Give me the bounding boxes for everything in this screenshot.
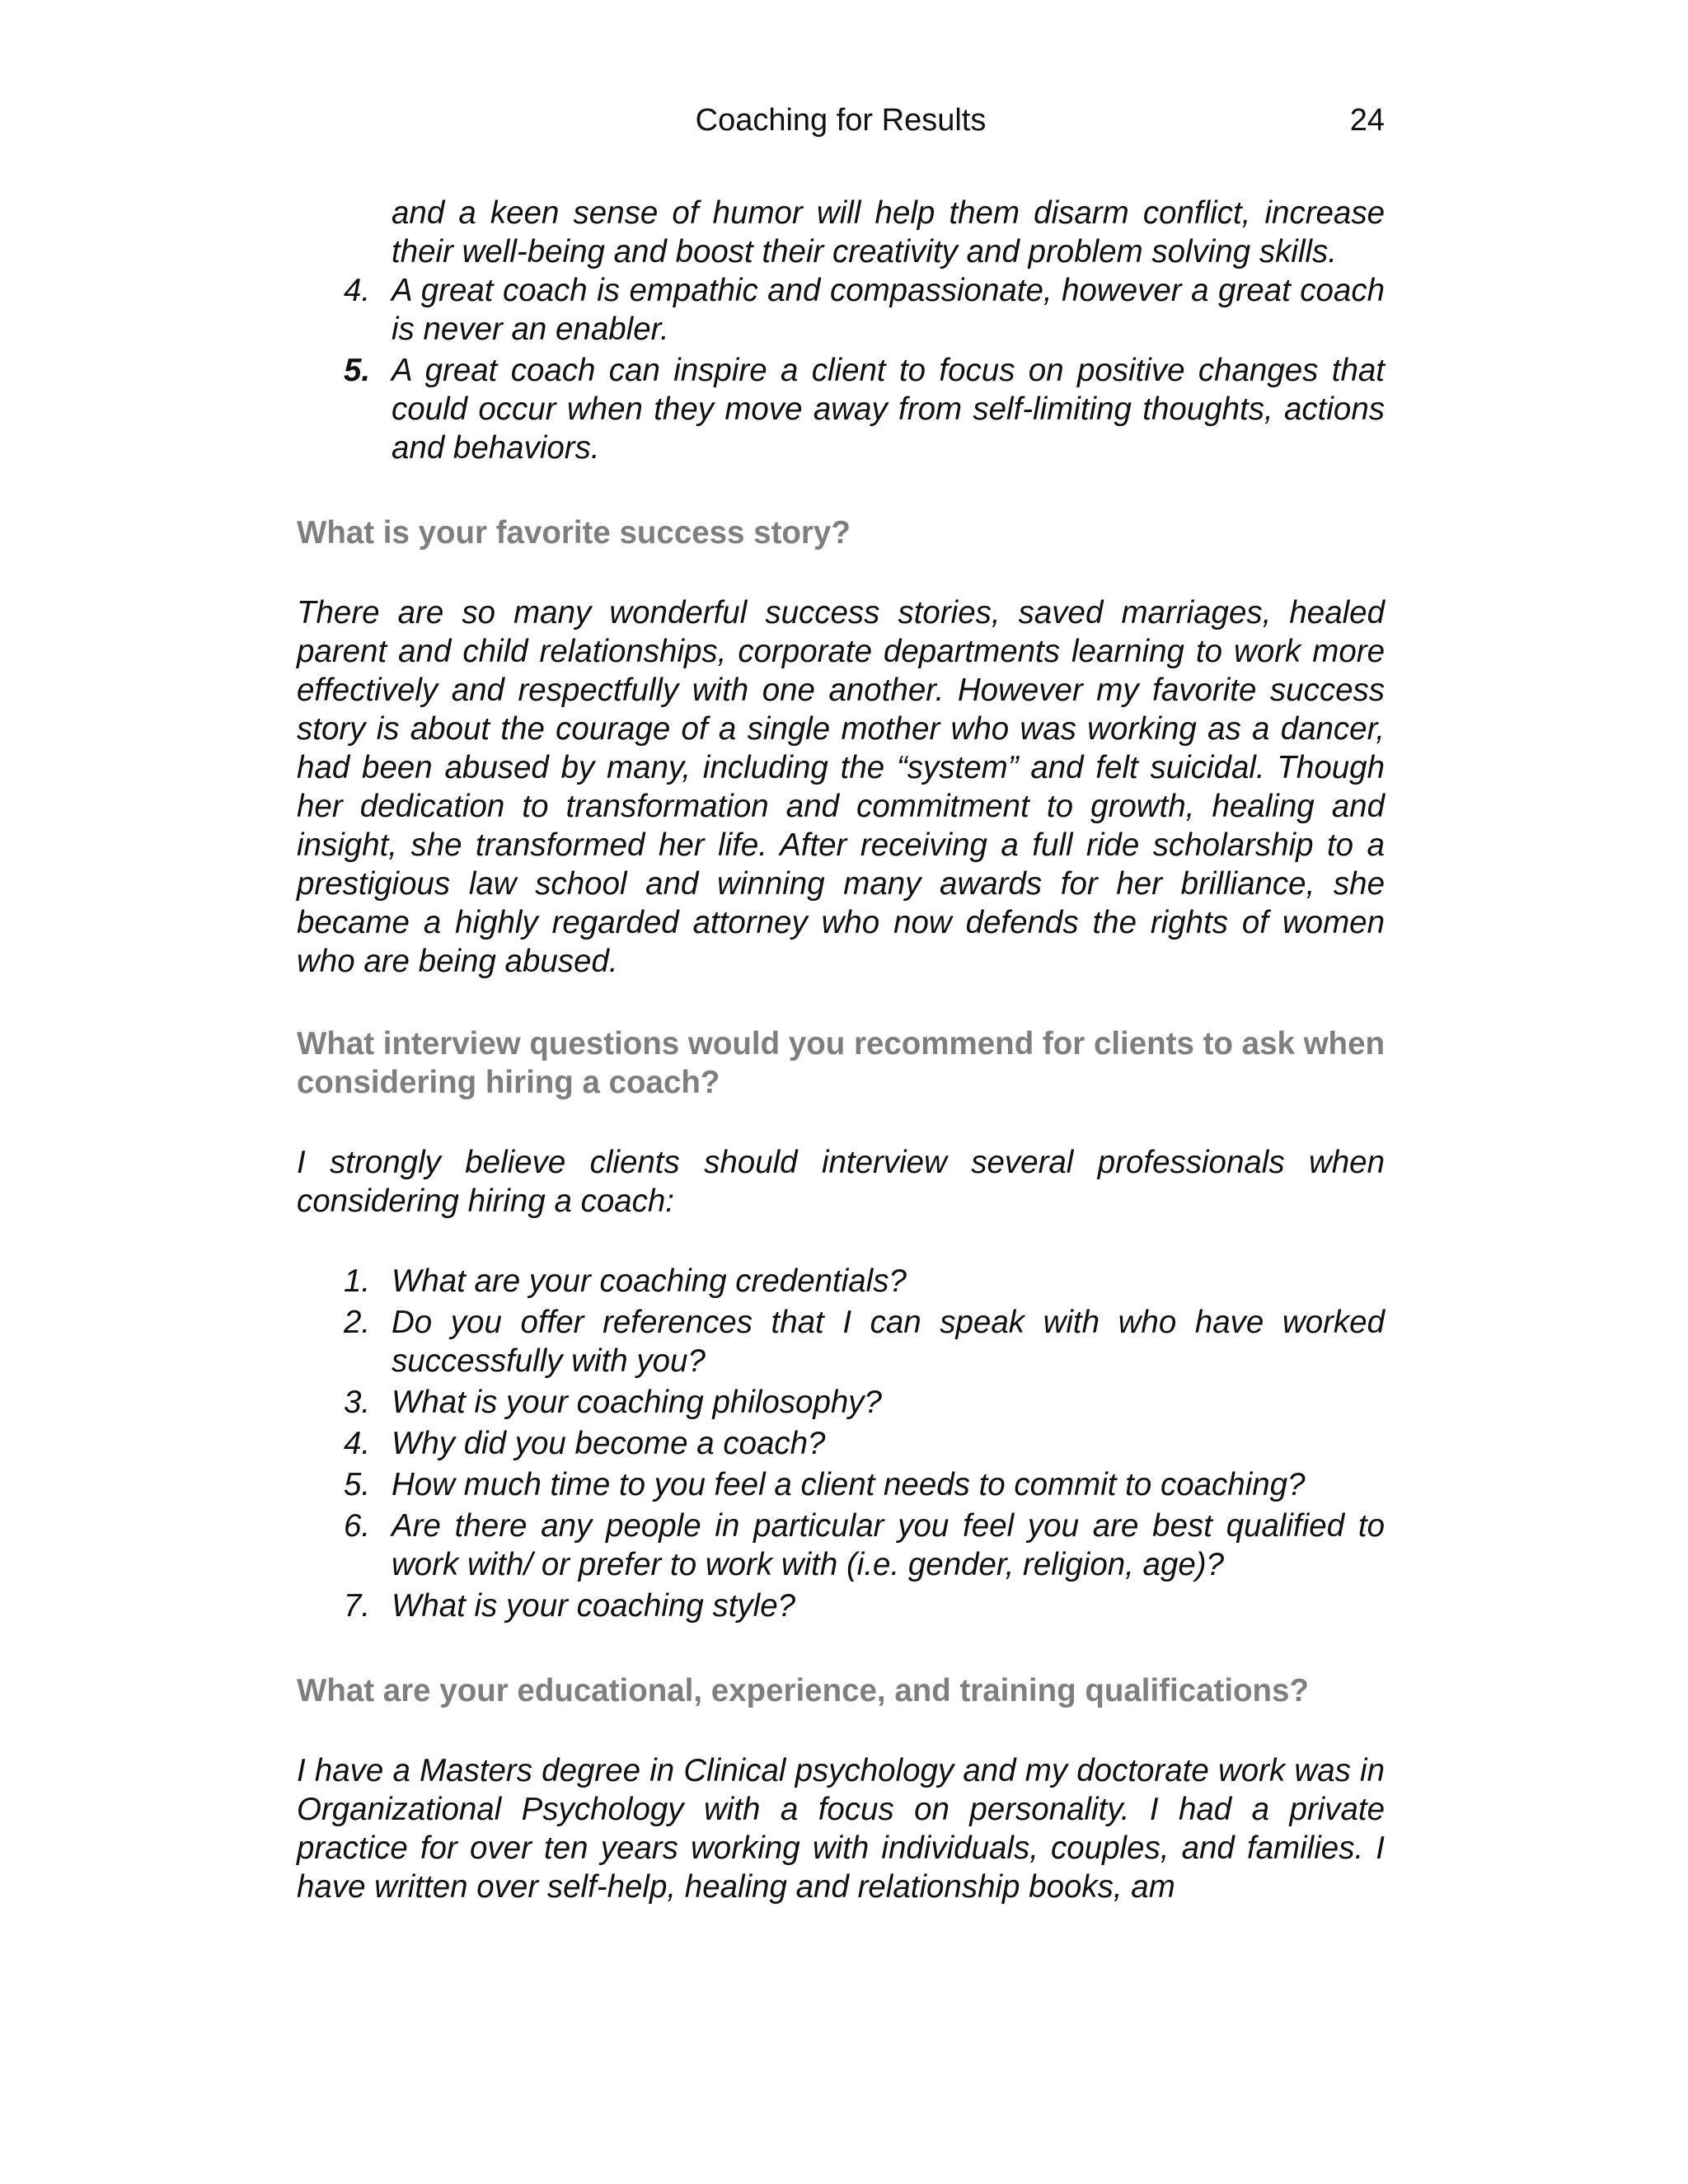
list-item [344,1507,1385,1584]
list-item-text: Are there any people in particular you feel you are best qualified to work with/ or prefer to work with (i.e. gender, religion, age)? [392,1508,1385,1582]
running-header [297,96,1385,145]
list-item [344,1383,1385,1422]
list-item-number: 1. [344,1263,371,1299]
list-item-text: A great coach can inspire a client to focus on positive changes that could occur when they move away from self-limiting thoughts, actions and behaviors. [392,353,1385,466]
answer-paragraph: I strongly believe clients should interview several professionals when considering hiring a coach: [297,1145,1385,1219]
list-item-number: 6. [344,1508,371,1544]
list-item-text: Why did you become a coach? [392,1426,826,1461]
list-item-number: 5. [344,1467,371,1502]
list-item-number: 5. [344,353,371,388]
list-item-text: What is your coaching philosophy? [392,1385,882,1420]
list-item-text: What is your coaching style? [392,1588,796,1624]
list-item-number: 4. [344,1426,371,1461]
page-number: 24 [1349,103,1385,138]
list-item [344,1586,1385,1625]
list-item-text: A great coach is empathic and compassionate, however a great coach is never an enabler. [392,273,1385,347]
list-item-text: Do you offer references that I can speak with who have worked successfully with you? [392,1305,1385,1379]
list-item [344,1465,1385,1504]
book-title: Coaching for Results [695,103,987,138]
list-item [344,271,1385,349]
answer-paragraph: I have a Masters degree in Clinical psychology and my doctorate work was in Organizational Psychology with a focus on personality. I had a private practice for over ten years working with individuals, couples, and families. I have written over self-help, healing and relationship books, am [297,1753,1385,1905]
list-item-number: 3. [344,1385,371,1420]
page-content [297,194,1385,1906]
list-item-text: What are your coaching credentials? [392,1263,907,1299]
question-heading: What is your favorite success story? [297,515,851,551]
answer-paragraph: There are so many wonderful success stories, saved marriages, healed parent and child relationships, corporate departments learning to work more effectively and respectfully with one another. However my favorite success story is about the courage of a single mother who was working as a dancer, had been abused by many, including the “system” and felt suicidal. Though her dedication to transformation and commitment to growth, healing and insight, she transformed her life. After receiving a full ride scholarship to a prestigious law school and winning many awards for her brilliance, she became a highly regarded attorney who now defends the rights of women who are being abused. [297,595,1385,979]
list-item-text: How much time to you feel a client needs to commit to coaching? [392,1467,1306,1502]
list-item-number: 4. [344,273,371,308]
question-heading: What interview questions would you recommend for clients to ask when considering hiring a coach? [297,1026,1385,1100]
list-item [344,1262,1385,1301]
question-heading: What are your educational, experience, and training qualifications? [297,1673,1309,1708]
list-item [344,351,1385,467]
list-item [344,1303,1385,1380]
list-item-number: 2. [344,1305,371,1340]
coach-traits-list [297,271,1385,467]
interview-questions-list [297,1262,1385,1625]
list-item-number: 7. [344,1588,371,1624]
list-continuation: and a keen sense of humor will help them disarm conflict, increase their well-being and boost their creativity and problem solving skills. [392,195,1385,269]
list-item [344,1424,1385,1463]
